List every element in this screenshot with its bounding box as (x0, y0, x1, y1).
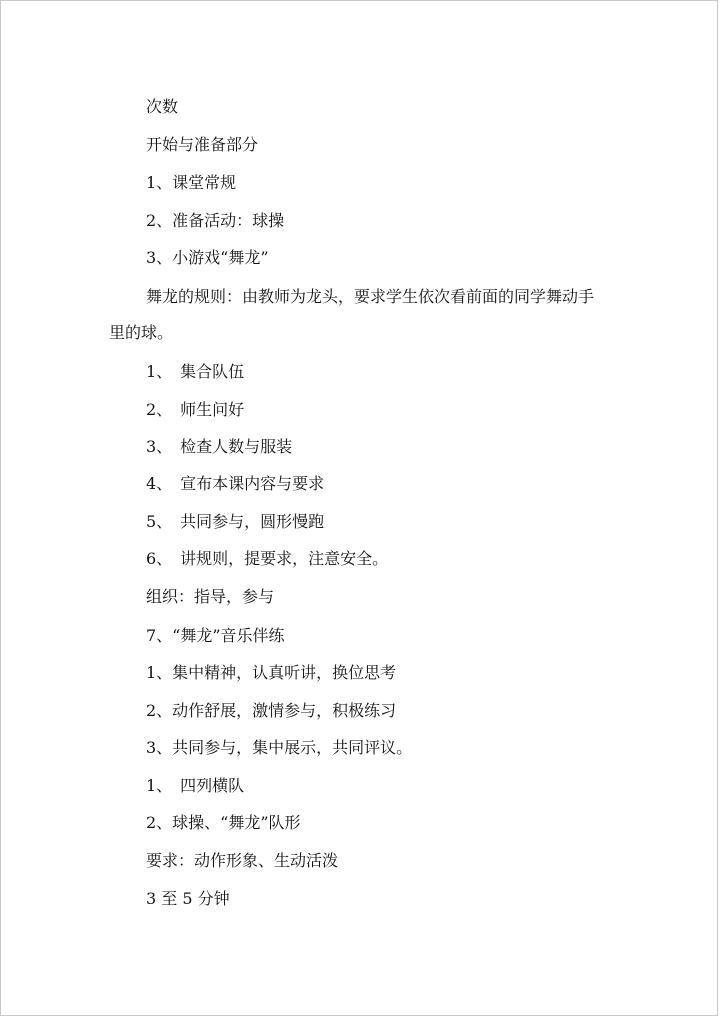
text-line: 3、 检查人数与服装 (146, 437, 293, 456)
text-line: 5、 共同参与，圆形慢跑 (146, 512, 325, 531)
text-line: 7、“舞龙”音乐伴练 (146, 626, 285, 645)
text-line: 次数 (146, 97, 179, 116)
text-line: 3、共同参与，集中展示，共同评议。 (146, 738, 413, 757)
text-line: 2、动作舒展，激情参与，积极练习 (146, 701, 397, 720)
text-line: 1、 四列横队 (146, 776, 245, 795)
text-line: 1、 集合队伍 (146, 362, 245, 381)
text-line: 6、 讲规则，提要求，注意安全。 (146, 549, 389, 568)
text-line: 4、 宣布本课内容与要求 (146, 474, 325, 493)
text-line: 2、 师生问好 (146, 400, 245, 419)
text-line: 3 至 5 分钟 (146, 889, 230, 908)
text-line: 里的球。 (109, 323, 174, 342)
text-line: 2、准备活动：球操 (146, 211, 285, 230)
text-line: 要求：动作形象、生动活泼 (146, 851, 339, 870)
text-line: 舞龙的规则：由教师为龙头，要求学生依次看前面的同学舞动手 (146, 287, 595, 306)
text-line: 1、课堂常规 (146, 173, 237, 192)
text-line: 3、小游戏“舞龙” (146, 248, 269, 267)
text-line: 1、集中精神，认真听讲，换位思考 (146, 663, 397, 682)
text-line: 组织：指导，参与 (146, 587, 275, 606)
text-line: 2、球操、“舞龙”队形 (146, 813, 301, 832)
text-line: 开始与准备部分 (146, 135, 259, 154)
